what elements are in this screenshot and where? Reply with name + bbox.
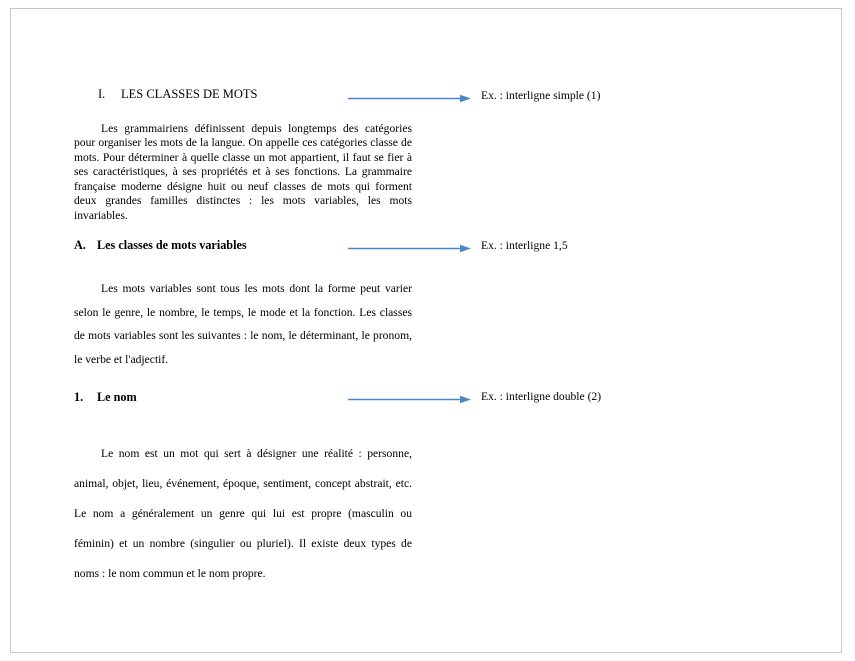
paragraph-intro: Les grammairiens définissent depuis longtemps des catégories pour organiser les mots de la langue. On appelle ces catégories classe de mots. Pour déterminer à quelle classe un mot appartient, il faut se fier à ses caractéristiques, à ses propriétés et à ses fonctions. La grammaire française moderne désigne huit ou neuf classes de mots qui forment deux grandes familles distinctes : les mots variables, les mots invariables.: [74, 121, 412, 222]
arrow-right-icon: [348, 94, 472, 96]
heading-roman-numeral-section: [98, 87, 257, 102]
callout-label: Ex. : interligne 1,5: [481, 239, 568, 252]
heading-digit-subsection: [74, 390, 137, 405]
heading-roman-number: I.: [98, 87, 106, 101]
heading-alpha-text: Les classes de mots variables: [97, 238, 247, 252]
heading-digit-number: 1.: [74, 390, 84, 404]
paragraph-le-nom: Le nom est un mot qui sert à désigner une réalité : personne, animal, objet, lieu, événement, époque, sentiment, concept abstrait, etc. Le nom a généralement un genre qui lui est propre (masculin ou féminin) et un nombre (singulier ou pluriel). Il existe deux types de noms : le nom commun et le nom propre.: [74, 446, 412, 580]
callout-label: Ex. : interligne double (2): [481, 390, 602, 403]
heading-alpha-subsection: [74, 238, 247, 253]
heading-digit-text: Le nom: [97, 390, 137, 404]
paragraph-mots-variables: Les mots variables sont tous les mots dont la forme peut varier selon le genre, le nombre, le temps, le mode et la fonction. Les classes de mots variables sont les suivantes : le nom, le déterminant, le pronom, le verbe et l'adjectif.: [74, 281, 412, 367]
heading-roman-text: LES CLASSES DE MOTS: [121, 87, 258, 101]
document-page: [10, 8, 842, 653]
arrow-right-icon: [348, 244, 472, 246]
callout-label: Ex. : interligne simple (1): [481, 89, 601, 102]
heading-alpha-number: A.: [74, 238, 86, 252]
arrow-right-icon: [348, 395, 472, 397]
